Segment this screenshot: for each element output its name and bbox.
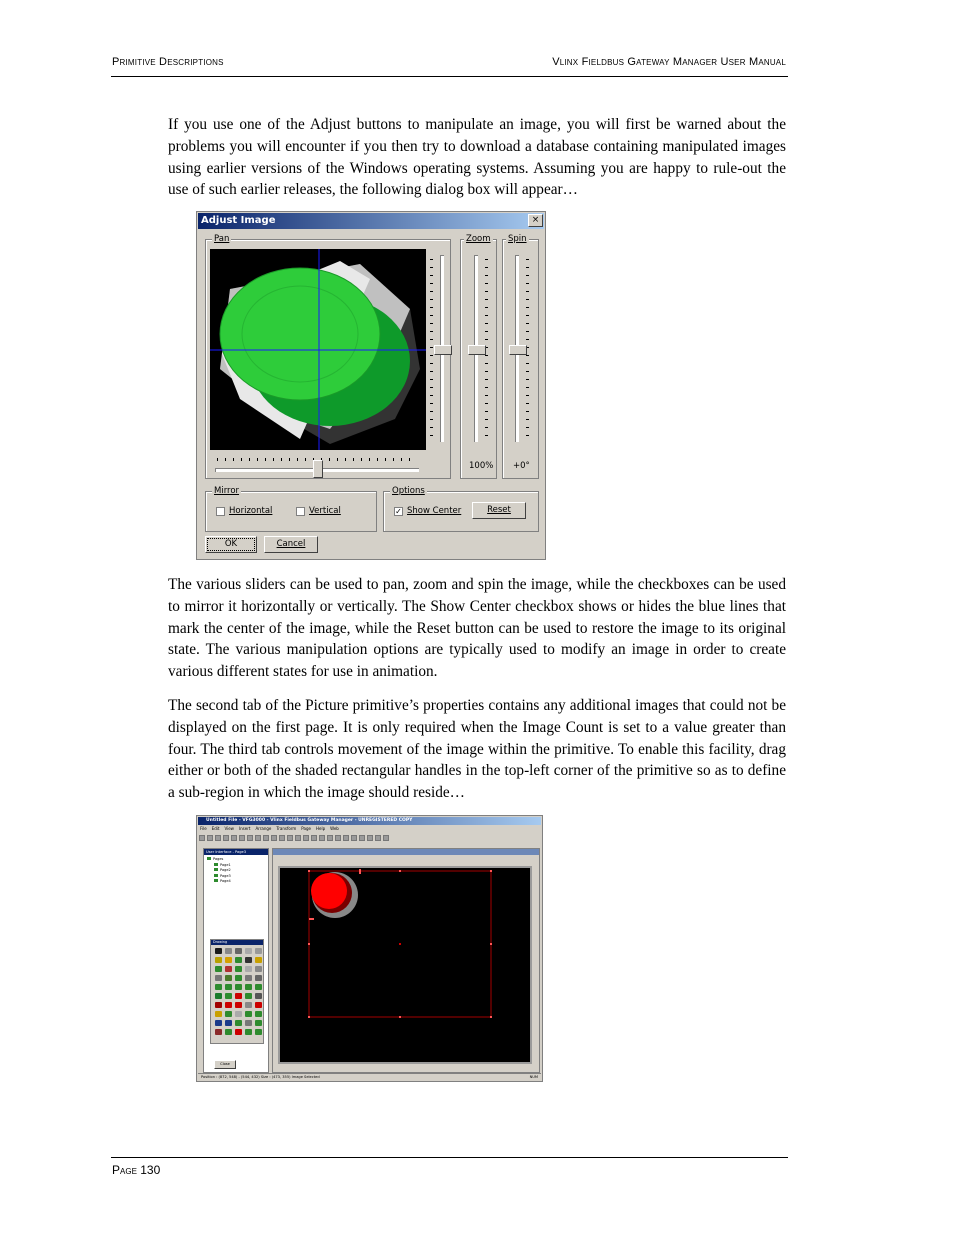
drawing-tool-icon[interactable] — [225, 993, 232, 999]
handle-top-right — [490, 870, 492, 872]
toolbar-button[interactable] — [271, 835, 277, 841]
toolbar-button[interactable] — [215, 835, 221, 841]
menu-page[interactable]: Page — [301, 826, 311, 831]
drawing-tool-icon[interactable] — [255, 966, 262, 972]
drawing-tool-icon[interactable] — [235, 966, 242, 972]
drawing-tool-icon[interactable] — [235, 975, 242, 981]
toolbar-button[interactable] — [263, 835, 269, 841]
handle-top-mid — [399, 870, 401, 872]
drawing-tool-icon[interactable] — [225, 1029, 232, 1035]
drawing-tool-icon[interactable] — [255, 984, 262, 990]
toolbar-button[interactable] — [335, 835, 341, 841]
menu-edit[interactable]: Edit — [211, 826, 220, 831]
pan-vertical-ticks — [430, 259, 433, 443]
toolbar-button[interactable] — [359, 835, 365, 841]
page-editor — [272, 848, 540, 1073]
horizontal-checkbox-box[interactable] — [216, 507, 225, 516]
drawing-tool-icon[interactable] — [215, 984, 222, 990]
drawing-tool-icon[interactable] — [215, 1029, 222, 1035]
tree-item-page4[interactable]: Page4 — [214, 879, 231, 885]
toolbar-button[interactable] — [351, 835, 357, 841]
tool-grid — [211, 945, 263, 1038]
shaded-handle-top — [359, 869, 361, 874]
toolbox-title: Drawing — [211, 940, 263, 945]
toolbar-button[interactable] — [279, 835, 285, 841]
zoom-label: Zoom — [466, 234, 491, 244]
drawing-tool-icon[interactable] — [225, 1011, 232, 1017]
vertical-checkbox[interactable] — [296, 506, 341, 516]
tree-item-page2[interactable]: Page2 — [214, 868, 231, 874]
zoom-thumb[interactable] — [468, 345, 486, 355]
spin-thumb[interactable] — [509, 345, 527, 355]
drawing-tool-icon[interactable] — [255, 1011, 262, 1017]
menu-web[interactable]: Web — [330, 826, 339, 831]
drawing-tool-icon[interactable] — [245, 957, 252, 963]
toolbar-button[interactable] — [247, 835, 253, 841]
drawing-tool-icon[interactable] — [245, 1029, 252, 1035]
drawing-tool-icon[interactable] — [235, 1002, 242, 1008]
toolbar-button[interactable] — [239, 835, 245, 841]
status-num: NUM — [529, 1075, 538, 1079]
tree-root[interactable]: Pages — [207, 857, 231, 863]
page-canvas[interactable] — [278, 866, 532, 1064]
page-tree — [207, 857, 231, 885]
drawing-tool-icon[interactable] — [245, 975, 252, 981]
toolbar-button[interactable] — [303, 835, 309, 841]
drawing-tool-icon[interactable] — [255, 993, 262, 999]
status-bar — [198, 1073, 541, 1080]
drawing-tool-icon[interactable] — [225, 957, 232, 963]
cancel-button[interactable]: Cancel — [264, 536, 318, 553]
toolbar — [199, 833, 540, 843]
drawing-tool-icon[interactable] — [215, 966, 222, 972]
toolbar-button[interactable] — [311, 835, 317, 841]
toolbar-button[interactable] — [327, 835, 333, 841]
drawing-tool-icon[interactable] — [215, 957, 222, 963]
drawing-tool-icon[interactable] — [245, 984, 252, 990]
close-icon[interactable]: × — [528, 214, 543, 227]
toolbar-button[interactable] — [367, 835, 373, 841]
drawing-tool-icon[interactable] — [245, 1020, 252, 1026]
user-interface-panel — [203, 848, 269, 1073]
handle-bottom-right — [490, 1016, 492, 1018]
drawing-tool-icon[interactable] — [215, 1011, 222, 1017]
app-screenshot — [196, 815, 543, 1082]
drawing-tool-icon[interactable] — [235, 993, 242, 999]
toolbar-button[interactable] — [343, 835, 349, 841]
drawing-tool-icon[interactable] — [235, 1011, 242, 1017]
drawing-tool-icon[interactable] — [215, 993, 222, 999]
status-text: Position : (872, 548) - (544, 432) Size : (473, 355) Image Selected — [201, 1075, 320, 1079]
adjust-image-dialog — [196, 211, 546, 560]
zoom-value: 100% — [469, 461, 494, 471]
image-preview — [210, 249, 426, 450]
drawing-tool-icon[interactable] — [245, 993, 252, 999]
close-button[interactable]: Close — [214, 1060, 236, 1069]
drawing-tool-icon[interactable] — [255, 1020, 262, 1026]
toolbar-button[interactable] — [383, 835, 389, 841]
footer-rule — [111, 1157, 788, 1158]
dialog-title: Adjust Image — [198, 213, 544, 229]
handle-center — [399, 943, 401, 945]
drawing-tool-icon[interactable] — [225, 966, 232, 972]
paragraph-second-tab: The second tab of the Picture primitive’s properties contains any additional images that could not be displayed on the first page. It is only required when the Image Count is set to a value greater than four. The third tab controls movement of the image within the primitive. To enable this facility, drag either or both of the shaded rectangular handles in the top-left corner of the primitive so as to define a sub-region in which the image should reside… — [168, 697, 786, 802]
running-header-right: Vlinx Fieldbus Gateway Manager User Manual — [552, 56, 786, 68]
drawing-tool-icon[interactable] — [235, 1020, 242, 1026]
handle-top-left — [308, 870, 310, 872]
drawing-tool-icon[interactable] — [255, 957, 262, 963]
menu-file[interactable]: File — [200, 826, 207, 831]
menu-bar — [200, 826, 339, 831]
toolbar-button[interactable] — [199, 835, 205, 841]
menu-help[interactable]: Help — [315, 826, 326, 831]
tree-item-page1[interactable]: Page1 — [214, 863, 231, 869]
paragraph-adjust-intro: If you use one of the Adjust buttons to manipulate an image, you will first be warned about the problems you will encounter if you then try to download a database containing manipulated images using earlier versions of the Windows operating systems. Assuming you are happy to rule-out the use of such earlier releases, the following dialog box will appear… — [168, 116, 786, 199]
menu-insert[interactable]: Insert — [238, 826, 251, 831]
editor-titlebar — [273, 849, 539, 855]
page-number: Page 130 — [112, 1163, 161, 1177]
drawing-tool-icon[interactable] — [255, 1029, 262, 1035]
ok-button[interactable]: OK — [205, 536, 257, 553]
toolbar-button[interactable] — [375, 835, 381, 841]
paragraph-sliders: The various sliders can be used to pan, zoom and spin the image, while the checkboxes can be used to mirror it horizontally or vertically. The Show Center checkbox shows or hides the blue lines that mark the center of the image, while the Reset button can be used to restore the image to its original state. The various manipulation options are typically used to modify an image in order to create various different states for use in animation. — [168, 576, 786, 681]
spin-label: Spin — [508, 234, 527, 244]
drawing-tool-icon[interactable] — [235, 957, 242, 963]
drawing-tool-icon[interactable] — [215, 975, 222, 981]
show-center-checkbox[interactable] — [394, 506, 461, 516]
app-title: Untitled File - VFG3000 - Vlinx Fieldbus Gateway Manager - UNREGISTERED COPY — [198, 817, 541, 825]
header-rule — [111, 76, 788, 77]
drawing-toolbox — [210, 939, 264, 1044]
reset-button[interactable]: Reset — [472, 502, 526, 519]
menu-view[interactable]: View — [224, 826, 234, 831]
drawing-tool-icon[interactable] — [215, 1020, 222, 1026]
spin-group — [502, 234, 539, 479]
drawing-tool-icon[interactable] — [255, 948, 262, 954]
toolbar-button[interactable] — [223, 835, 229, 841]
show-center-checkbox-box[interactable]: ✓ — [395, 506, 402, 516]
canvas-drawing — [280, 868, 530, 1062]
toolbar-button[interactable] — [231, 835, 237, 841]
running-header-left: Primitive Descriptions — [112, 56, 224, 68]
pan-vertical-thumb[interactable] — [434, 345, 452, 355]
drawing-tool-icon[interactable] — [245, 948, 252, 954]
drawing-tool-icon[interactable] — [225, 975, 232, 981]
vertical-checkbox-box[interactable] — [296, 507, 305, 516]
show-center-label: Show Center — [407, 506, 462, 516]
red-button — [311, 873, 347, 909]
button-face — [220, 268, 380, 400]
drawing-tool-icon[interactable] — [245, 966, 252, 972]
tree-item-page3[interactable]: Page3 — [214, 874, 231, 880]
toolbar-button[interactable] — [319, 835, 325, 841]
horizontal-label: Horizontal — [229, 506, 273, 516]
vertical-label: Vertical — [309, 506, 341, 516]
toolbar-button[interactable] — [207, 835, 213, 841]
handle-mid-left — [308, 943, 310, 945]
pan-horizontal-thumb[interactable] — [313, 460, 323, 478]
options-label: Options — [392, 486, 425, 496]
drawing-tool-icon[interactable] — [235, 984, 242, 990]
horizontal-checkbox[interactable] — [216, 506, 272, 516]
drawing-tool-icon[interactable] — [245, 1002, 252, 1008]
drawing-tool-icon[interactable] — [225, 948, 232, 954]
drawing-tool-icon[interactable] — [225, 1002, 232, 1008]
drawing-tool-icon[interactable] — [235, 1029, 242, 1035]
drawing-tool-icon[interactable] — [235, 948, 242, 954]
toolbar-button[interactable] — [295, 835, 301, 841]
drawing-tool-icon[interactable] — [215, 1002, 222, 1008]
toolbar-button[interactable] — [255, 835, 261, 841]
drawing-tool-icon[interactable] — [225, 1020, 232, 1026]
menu-transform[interactable]: Transform — [276, 826, 297, 831]
mirror-label: Mirror — [214, 486, 240, 496]
menu-arrange[interactable]: Arrange — [255, 826, 272, 831]
spin-value: +0° — [513, 461, 530, 471]
handle-bottom-mid — [399, 1016, 401, 1018]
handle-mid-right — [490, 943, 492, 945]
pan-label: Pan — [214, 234, 230, 244]
handle-bottom-left — [308, 1016, 310, 1018]
drawing-tool-icon[interactable] — [245, 1011, 252, 1017]
shaded-handle-left — [309, 918, 314, 920]
panel-title: User Interface - Page3 — [204, 849, 268, 855]
toolbar-button[interactable] — [287, 835, 293, 841]
drawing-tool-icon[interactable] — [255, 975, 262, 981]
drawing-tool-icon[interactable] — [225, 984, 232, 990]
drawing-tool-icon[interactable] — [255, 1002, 262, 1008]
zoom-group — [460, 234, 497, 479]
drawing-tool-icon[interactable] — [215, 948, 222, 954]
